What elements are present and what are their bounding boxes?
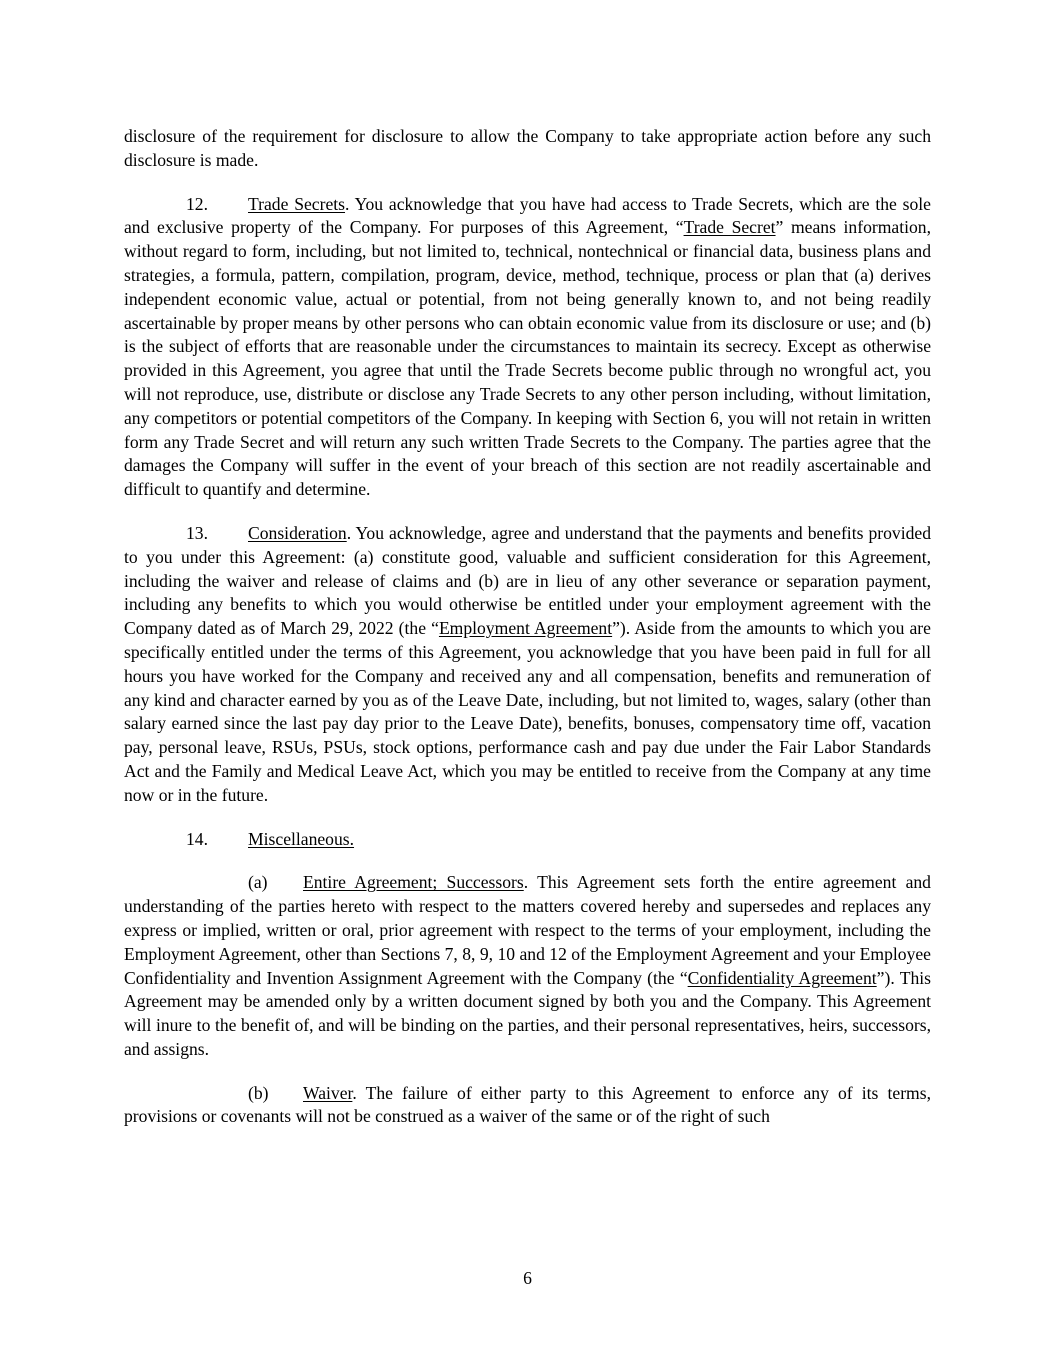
section-text: . You acknowledge that you have had access to Trade Secrets, which are the sole and exclusive property of the Company. For purposes of this Agreement, “ bbox=[124, 193, 931, 238]
section-14a-entire-agreement bbox=[124, 871, 931, 1061]
subsection-heading: Entire Agreement; Successors bbox=[303, 872, 524, 893]
section-heading: Trade Secrets bbox=[248, 193, 346, 214]
section-14-miscellaneous bbox=[124, 828, 931, 852]
section-14b-waiver bbox=[124, 1082, 931, 1130]
section-heading: Consideration bbox=[248, 522, 347, 543]
document-page bbox=[124, 125, 931, 1149]
section-number: 13. bbox=[186, 522, 208, 543]
subsection-number: (b) bbox=[248, 1082, 269, 1103]
defined-term: Confidentiality Agreement bbox=[687, 967, 877, 988]
subsection-text: . This Agreement sets forth the entire agreement and understanding of the parties hereto with respect to the matters covered hereby and supersedes and replaces any express or implied, written or oral, prior agreement with respect to the terms of your employment, including the Employment Agreement, other than Sections 7, 8, 9, 10 and 12 of the Employment Agreement and your Employee Confidentiality and Invention Assignment Agreement with the Company (the “ bbox=[124, 872, 931, 988]
section-text: . You acknowledge, agree and understand that the payments and benefits provided to you under this Agreement: (a) constitute good, valuable and sufficient consideration for this Agreement, including the waiver and release of claims and (b) are in lieu of any other severance or separation payment, including any benefits to which you would otherwise be entitled under your employment agreement with the Company dated as of March 29, 2022 (the “ bbox=[124, 522, 931, 639]
page-number: 6 bbox=[523, 1268, 532, 1288]
section-12-trade-secrets bbox=[124, 193, 931, 502]
continuation-text: disclosure of the requirement for disclosure to allow the Company to take appropriate action before any such disclosure is made. bbox=[124, 126, 931, 170]
defined-term: Trade Secret bbox=[683, 217, 776, 238]
section-13-consideration bbox=[124, 522, 931, 808]
subsection-number: (a) bbox=[248, 872, 268, 893]
section-number: 12. bbox=[186, 193, 208, 214]
section-text: ”). Aside from the amounts to which you are specifically entitled under the terms of this Agreement, you acknowledge that you have been paid in full for all hours you have worked for the Company and received any and all compensation, benefits and remuneration of any kind and character earned by you as of the Leave Date, including, but not limited to, wages, salary (other than salary earned since the last pay day prior to the Leave Date), benefits, bonuses, compensatory time off, vacation pay, personal leave, RSUs, PSUs, stock options, performance cash and pay due under the Fair Labor Standards Act and the Family and Medical Leave Act, which you may be entitled to receive from the Company at any time now or in the future. bbox=[124, 618, 931, 805]
subsection-heading: Waiver bbox=[303, 1082, 353, 1103]
section-heading: Miscellaneous. bbox=[248, 828, 355, 849]
continuation-paragraph bbox=[124, 125, 931, 173]
subsection-text: ”). This Agreement may be amended only by a written document signed by both you and the Company. This Agreement will inure to the benefit of, and will be binding on the parties, and their personal representatives, heirs, successors, and assigns. bbox=[124, 967, 931, 1059]
section-number: 14. bbox=[186, 828, 208, 849]
defined-term: Employment Agreement bbox=[438, 618, 613, 639]
section-text: ” means information, without regard to form, including, but not limited to, technical, nontechnical or financial data, business plans and strategies, a formula, pattern, compilation, program, device, method, technique, process or plan that (a) derives independent economic value, actual or potential, from not being generally known to, and not being readily ascertainable by proper means by other persons who can obtain economic value from its disclosure or use; and (b) is the subject of efforts that are reasonable under the circumstances to maintain its secrecy. Except as otherwise provided in this Agreement, you agree that until the Trade Secrets become public through no wrongful act, you will not reproduce, use, distribute or disclose any Trade Secrets to any other person including, without limitation, any competitors or potential competitors of the Company. In keeping with Section 6, you will not retain in written form any Trade Secret and will return any such written Trade Secrets to the Company. The parties agree that the damages the Company will suffer in the event of your breach of this section are not readily ascertainable and difficult to quantify and determine. bbox=[124, 217, 932, 500]
subsection-text: . The failure of either party to this Agreement to enforce any of its terms, provisions or covenants will not be construed as a waiver of the same or of the right of such bbox=[124, 1082, 931, 1127]
